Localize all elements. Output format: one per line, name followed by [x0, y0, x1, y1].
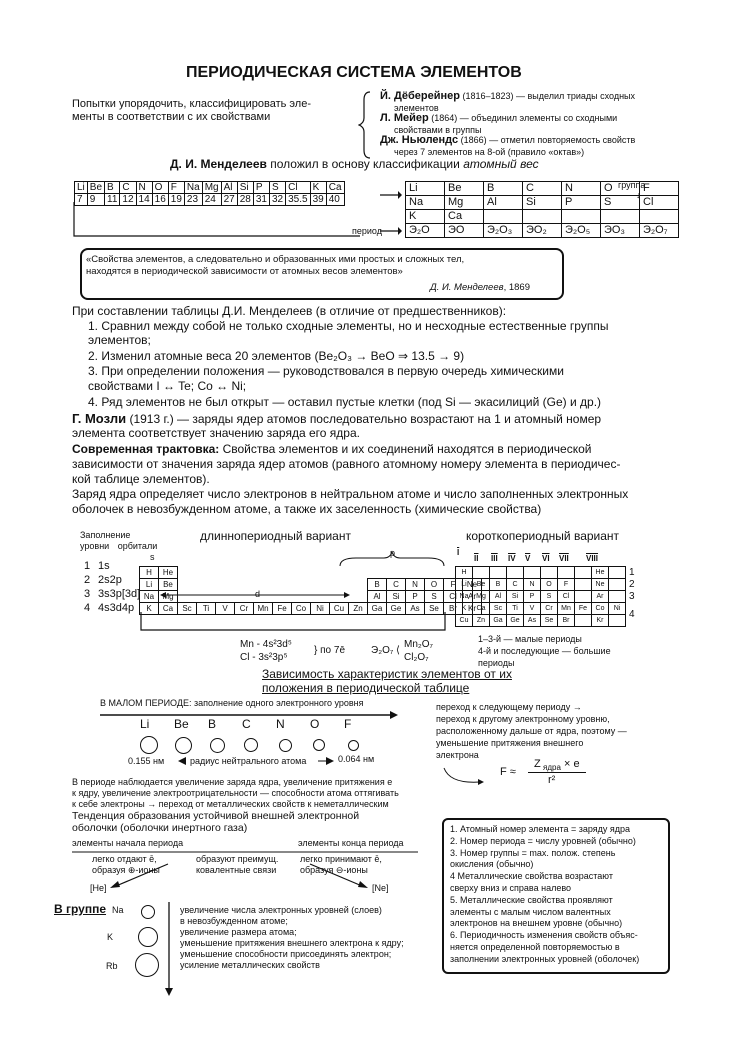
element-cell: Ni [310, 602, 330, 615]
d-range-arrow [160, 590, 350, 600]
element-cell: As [405, 602, 425, 615]
period-element: N [276, 717, 285, 731]
summary-item: 5. Металлические свойства проявляют [450, 894, 613, 905]
short-table-cell: O [540, 578, 558, 591]
arrow-down-icon: ↓ [636, 190, 641, 200]
group-numeral: $\overline{I}$ [457, 548, 460, 557]
element-cell: B [367, 578, 387, 591]
short-table-cell: Br [557, 614, 575, 627]
mendeleev-cell: ЭO₂ [523, 224, 562, 238]
trend-4: Тенденция образования устойчивой внешней электронной [72, 810, 360, 822]
compile-intro: При составлении таблицы Д.И. Менделеев (в отличие от предшественников): [72, 304, 507, 318]
radius-end: 0.064 нм [338, 754, 375, 764]
period-element: O [310, 717, 320, 731]
atomic-weight: 39 [310, 194, 326, 206]
attempt-meyer: Л. Мейер (1864) — объединил элементы со сходными свойствами в группы [380, 112, 618, 135]
short-table-cell: Cl [557, 590, 575, 603]
short-table-cell: Ne [591, 578, 609, 591]
summary-item: 6. Периодичность изменения свойств объяс- [450, 930, 638, 941]
by7-label: } по 7ē [314, 645, 346, 656]
element-cell: He [158, 566, 178, 579]
element-cell: Se [424, 602, 444, 615]
group-el-rb: Rb [106, 961, 118, 971]
atom-circle-na [141, 905, 155, 919]
compile-item: 1. Сравнил между собой не только сходные элементы, но и несходные естественные группы [88, 319, 609, 333]
group-trend: увеличение числа электронных уровней (слоев) [180, 905, 382, 915]
short-table-cell: C [506, 578, 524, 591]
short-table-cell: Al [489, 590, 507, 603]
next-period-3: расположенному дальше от ядра, поэтому — [436, 726, 627, 736]
element-cell: Be [158, 578, 178, 591]
atomic-weight: 14 [136, 194, 152, 206]
mn-config: Mn - 4s²3d⁵ [240, 639, 292, 650]
group-el-na: Na [112, 905, 124, 915]
trend-1: В периоде наблюдается увеличение заряда ядра, увеличение притяжения е [72, 777, 393, 787]
summary-item: окисления (обычно) [450, 859, 534, 870]
trend-2: к ядру, увеличение электроотрицательности — способности атома оттягивать [72, 788, 399, 798]
levels-label: уровни орбитали [80, 541, 158, 551]
summary-item: 1. Атомный номер элемента = заряду ядра [450, 824, 631, 834]
short-table-cell: Mg [472, 590, 490, 603]
atomic-weight: 11 [105, 194, 120, 206]
element-cell: Br [443, 602, 463, 615]
short-table-cell: Zn [472, 614, 490, 627]
modern-text-5: оболочек в невозбужденном атоме, а также их заселенность (химические свойства) [72, 502, 542, 516]
atom-circle-rb [135, 953, 159, 977]
modern-text-3: кой таблице элементов). [72, 472, 210, 486]
atom-radius-circle [175, 737, 192, 754]
element-cell: Si [386, 590, 406, 603]
atomic-weight: 23 [184, 194, 202, 206]
short-table-cell: Fe [574, 602, 592, 615]
compile-item: 4. Ряд элементов не был открыт — оставил пустые клетки (под Si — экасилиций (Ge) и др.) [88, 395, 602, 409]
element-cell: Fe [272, 602, 292, 615]
atom-circle-k [138, 927, 158, 947]
quote-author: Д. И. Менделеев, 1869 [430, 282, 530, 293]
atomic-weight: 35.5 [286, 194, 310, 206]
element-cell: C [386, 578, 406, 591]
compile-item: 2. Изменил атомные веса 20 элементов (Be₂O₃ → BeO ⇒ 13.5 → 9) [88, 349, 465, 363]
short-table-cell: P [523, 590, 541, 603]
element-cell: Ca [158, 602, 178, 615]
atomic-weight: 28 [237, 194, 253, 206]
trend-5: оболочки (оболочки инертного газа) [72, 822, 248, 834]
e2o7-label: Э₂O₇ [371, 645, 394, 656]
atomic-weight: 16 [152, 194, 168, 206]
group-numeral: $\overline{V}$ [525, 554, 531, 563]
mendeleev-cell: C [523, 182, 562, 196]
element-symbol: F [168, 182, 184, 194]
ne-config: [Ne] [372, 883, 389, 893]
atom-radius-circle [140, 736, 158, 754]
cl2o7-label: Cl₂O₇ [404, 652, 429, 663]
arrow-icon: ⟨ [396, 645, 400, 656]
element-cell: Cl [443, 590, 463, 603]
small-periods-2: 4-й и последующие — большие [478, 646, 611, 656]
period-element: F [344, 717, 352, 731]
period-start-label: элементы начала периода [72, 838, 184, 848]
short-variant-label: короткопериодный вариант [466, 529, 620, 543]
dependence-line-1: Зависимость характеристик элементов от их [262, 667, 512, 681]
short-table-cell: F [557, 578, 575, 591]
arrow-right-icon [380, 226, 402, 236]
level-orbitals: 2s2p [98, 574, 122, 586]
page-title: ПЕРИОДИЧЕСКАЯ СИСТЕМА ЭЛЕМЕНТОВ [186, 64, 522, 81]
group-trend: уменьшение способности присоединять электрон; [180, 949, 392, 959]
element-cell: Cr [234, 602, 254, 615]
short-table-cell [608, 614, 626, 627]
group-numeral: $\overline{IV}$ [508, 554, 516, 563]
summary-item: няется определенной повторяемостью в [450, 942, 620, 952]
group-trend: увеличение размера атома; [180, 927, 297, 937]
mendeleev-cell: Be [445, 182, 484, 196]
element-symbol: Si [237, 182, 253, 194]
moseley-text-1: Г. Мозли (1913 г.) — заряды ядер атомов последовательно возрастают на 1 и атомный номер [72, 411, 602, 426]
modern-text-2: зависимости от значения заряда ядер атомов (равного атомному номеру элемента в периодичес- [72, 457, 621, 471]
element-cell: Ga [367, 602, 387, 615]
short-table-cell: He [591, 566, 609, 579]
element-symbol: N [136, 182, 152, 194]
element-symbol: Na [184, 182, 202, 194]
short-table-cell: B [489, 578, 507, 591]
mendeleev-cell: Э₂O₇ [640, 224, 679, 238]
atomic-weight: 7 [75, 194, 88, 206]
short-table-cell: Ti [506, 602, 524, 615]
small-period-head: В МАЛОМ ПЕРИОДЕ: заполнение одного электронного уровня [100, 698, 364, 708]
short-table-cell: Cu [455, 614, 473, 627]
summary-item: 4 Металлические свойства возрастают [450, 871, 613, 882]
atom-radius-circle [210, 738, 225, 753]
quote-line-1: «Свойства элементов, а следовательно и образованных ими простых и сложных тел, [86, 254, 465, 265]
next-period-4: уменьшение притяжения внешнего [436, 738, 584, 748]
bracket-line [135, 610, 455, 640]
arrow-right-icon [380, 190, 402, 200]
short-period-number: 1 [629, 567, 635, 578]
short-table-cell: Si [506, 590, 524, 603]
short-table-cell: Cr [540, 602, 558, 615]
period-element: B [208, 717, 217, 731]
arrow-right-icon [300, 862, 370, 892]
mendeleev-cell: Ca [445, 210, 484, 224]
attempts-intro-1: Попытки упорядочить, классифицировать эле- [72, 98, 311, 110]
element-cell: Mn [253, 602, 273, 615]
element-cell: Al [367, 590, 387, 603]
radius-label: радиус нейтрального атома [190, 756, 307, 766]
element-symbol: Be [87, 182, 104, 194]
small-periods-3: периоды [478, 658, 515, 668]
gives-electrons-1: легко отдают ē, [92, 854, 157, 864]
element-cell: Cu [329, 602, 349, 615]
compile-item: 3. При определении положения — руководствовался в первую очередь химическими [88, 364, 564, 378]
short-table-cell: Co [591, 602, 609, 615]
element-cell: Kr [462, 602, 482, 615]
element-symbol: P [253, 182, 269, 194]
next-period-5: электрона [436, 750, 479, 760]
element-cell: Co [291, 602, 311, 615]
element-cell: N [405, 578, 425, 591]
atomic-weight: 27 [221, 194, 237, 206]
mn2o7-label: Mn₂O₇ [404, 639, 433, 650]
element-cell: Mg [158, 590, 178, 603]
short-table-cell: Ar [591, 590, 609, 603]
short-table-cell: Ga [489, 614, 507, 627]
element-cell: Sc [177, 602, 197, 615]
arrow-down-icon [164, 902, 174, 998]
element-symbol: Cl [286, 182, 310, 194]
takes-electrons-2: образуя ⊖-ионы [300, 865, 368, 875]
level-number: 3 [84, 588, 91, 600]
brace-icon [358, 90, 372, 160]
group-numeral: $\overline{VI}$ [542, 554, 550, 563]
short-table-cell: Na [455, 590, 473, 603]
long-variant-label: длиннопериодный вариант [200, 529, 351, 543]
mendeleev-cell: Si [523, 196, 562, 210]
attempt-doberainer: Й. Дёберейнер (1816–1823) — выделил триады сходных элементов [380, 90, 636, 113]
mendeleev-cell [523, 210, 562, 224]
mendeleev-cell: ЭO [445, 224, 484, 238]
mendeleev-cell [601, 210, 640, 224]
arrow-right-icon [318, 757, 334, 765]
element-symbol: Ca [326, 182, 344, 194]
mendeleev-cell: Mg [445, 196, 484, 210]
group-numeral: $\overline{III}$ [491, 554, 498, 563]
summary-item: заполнении электронных уровней (оболочек) [450, 953, 640, 964]
mendeleev-cell [562, 210, 601, 224]
summary-item: сверху вниз и справа налево [450, 883, 572, 893]
short-table-cell: Sc [489, 602, 507, 615]
group-trend: уменьшение притяжения внешнего электрона к ядру; [180, 938, 404, 948]
s-block-label: s [150, 552, 155, 562]
mendeleev-cell: P [562, 196, 601, 210]
atomic-weight: 31 [253, 194, 269, 206]
summary-item: 2. Номер периода = числу уровней (обычно) [450, 835, 636, 846]
dependence-line-2: положения в периодической таблице [262, 681, 470, 695]
he-config: [He] [90, 883, 107, 893]
element-cell: F [443, 578, 463, 591]
atomic-weight: 40 [326, 194, 344, 206]
short-table-cell: H [455, 566, 473, 579]
covalent-2: ковалентные связи [196, 865, 277, 875]
atom-radius-circle [348, 740, 359, 751]
short-period-number: 3 [629, 591, 635, 602]
covalent-1: образуют преимущ. [196, 854, 279, 864]
short-table-cell: Mn [557, 602, 575, 615]
element-symbol: Li [75, 182, 88, 194]
mendeleev-cell: Na [406, 196, 445, 210]
summary-item: элементы с малым числом валентных [450, 906, 611, 917]
atom-radius-circle [244, 738, 258, 752]
summary-item: 3. Номер группы = max. полож. степень [450, 847, 616, 858]
element-symbol: B [105, 182, 120, 194]
fill-label: Заполнение [80, 530, 131, 540]
element-cell: O [424, 578, 444, 591]
level-number: 2 [84, 574, 91, 586]
element-symbol: O [152, 182, 168, 194]
level-orbitals: 1s [98, 560, 110, 572]
short-table-cell: S [540, 590, 558, 603]
summary-item: электронов на внешнем уровне (обычно) [450, 918, 623, 929]
element-cell: S [424, 590, 444, 603]
short-table-cell: N [523, 578, 541, 591]
p-block-label: p [390, 548, 396, 558]
period-element: Li [140, 717, 150, 731]
short-table-cell: Be [472, 578, 490, 591]
element-cell: K [139, 602, 159, 615]
period-label: период [352, 226, 382, 236]
group-trend: в невозбужденном атоме; [180, 916, 288, 926]
next-period-2: переход к другому электронному уровню, [436, 714, 610, 724]
element-symbol: S [270, 182, 286, 194]
trend-3: к себе электроны → переход от металлических свойств к неметаллическим [72, 799, 389, 809]
curve-arrow [440, 764, 490, 788]
atom-radius-circle [313, 739, 325, 751]
group-label: группа [618, 180, 646, 190]
mendeleev-cell: Li [406, 182, 445, 196]
mendeleev-cell: K [406, 210, 445, 224]
mendeleev-cell: Cl [640, 196, 679, 210]
gives-electrons-2: образуя ⊕-ионы [92, 865, 160, 875]
quote-line-2: находятся в периодической зависимости от атомных весов элементов» [86, 266, 403, 277]
period-element: C [242, 717, 251, 731]
mendeleev-cell: Al [484, 196, 523, 210]
mendeleev-cell: F [640, 182, 679, 196]
element-cell: Ti [196, 602, 216, 615]
element-cell: Zn [348, 602, 368, 615]
mendeleev-line: Д. И. Менделеев положил в основу классификации атомный вес [170, 157, 539, 171]
short-table-cell: V [523, 602, 541, 615]
short-table-cell [574, 614, 592, 627]
mendeleev-cell [484, 210, 523, 224]
takes-electrons-1: легко принимают ē, [300, 854, 382, 864]
short-table-cell: As [523, 614, 541, 627]
attempts-intro-2: менты в соответствии с их свойствами [72, 111, 271, 123]
group-numeral: $\overline{II}$ [474, 554, 479, 563]
element-cell: Ge [386, 602, 406, 615]
mendeleev-cell: ЭO₃ [601, 224, 640, 238]
p-brace [336, 550, 448, 570]
radius-start: 0.155 нм [128, 756, 165, 766]
mendeleev-cell: Э₂O₅ [562, 224, 601, 238]
group-numeral: VIII [586, 554, 599, 563]
short-table-cell: K [455, 602, 473, 615]
group-numeral: $\overline{VII}$ [559, 554, 569, 563]
element-cell: Ar [462, 590, 482, 603]
mendeleev-cell: O [601, 182, 640, 196]
element-cell: P [405, 590, 425, 603]
mendeleev-cell: N [562, 182, 601, 196]
modern-text-1: Современная трактовка: Свойства элементов и их соединений находятся в периодической [72, 442, 592, 456]
group-trend: усиление металлических свойств [180, 960, 320, 970]
coulomb-formula: F ≈ Z ядра × e r² [490, 758, 610, 790]
short-table-cell: Se [540, 614, 558, 627]
element-cell: Li [139, 578, 159, 591]
element-symbol: Al [221, 182, 237, 194]
bracket-line [60, 200, 380, 245]
d-block-label: d [255, 589, 261, 599]
element-cell: H [139, 566, 159, 579]
period-end-label: элементы конца периода [298, 838, 404, 848]
arrow-left-icon [108, 862, 178, 892]
short-period-number: 4 [629, 609, 635, 620]
mendeleev-cell [640, 210, 679, 224]
atomic-weight: 9 [87, 194, 104, 206]
element-symbol: Mg [202, 182, 221, 194]
group-el-k: K [107, 932, 114, 942]
short-table-cell: Ni [608, 602, 626, 615]
short-table-cell: Li [455, 578, 473, 591]
element-cell: Na [139, 590, 159, 603]
level-number: 1 [84, 560, 91, 572]
mendeleev-cell: S [601, 196, 640, 210]
level-number: 4 [84, 602, 91, 614]
element-symbol: C [120, 182, 136, 194]
attempt-newlands: Дж. Ньюлендс (1866) — отметил повторяемость свойств через 7 элементов на 8-ой (правило «октав») [380, 134, 636, 157]
element-cell: Ne [462, 578, 482, 591]
short-period-number: 2 [629, 579, 635, 590]
arrow-left-icon [178, 757, 190, 765]
short-table-cell: Ge [506, 614, 524, 627]
mendeleev-table [405, 181, 679, 238]
next-period-1: переход к следующему периоду → [436, 702, 582, 712]
element-symbol: K [310, 182, 326, 194]
atom-radius-circle [279, 739, 292, 752]
short-table-cell: Kr [591, 614, 609, 627]
small-periods-1: 1–3-й — малые периоды [478, 634, 582, 644]
mendeleev-cell: Э₂O [406, 224, 445, 238]
mendeleev-cell: Э₂O₃ [484, 224, 523, 238]
level-orbitals: 3s3p[3d] [98, 588, 141, 600]
moseley-text-2: элемента соответствует значению заряда его ядра. [72, 426, 360, 440]
compile-item: свойствами I ↔ Te; Co ↔ Ni; [88, 379, 247, 393]
level-orbitals: 4s3d4p [98, 602, 135, 614]
period-element: Be [174, 717, 189, 731]
cl-config: Cl - 3s²3p⁵ [240, 652, 288, 663]
element-cell: V [215, 602, 235, 615]
modern-text-4: Заряд ядра определяет число электронов в нейтральном атоме и число заполненных электронных [72, 487, 629, 501]
short-table-cell: Ca [472, 602, 490, 615]
mendeleev-cell: B [484, 182, 523, 196]
atomic-weight: 19 [168, 194, 184, 206]
atomic-weight: 24 [202, 194, 221, 206]
atomic-weight: 12 [120, 194, 136, 206]
group-head: В группе [54, 902, 107, 916]
atomic-weight: 32 [270, 194, 286, 206]
compile-item: элементов; [88, 333, 151, 347]
